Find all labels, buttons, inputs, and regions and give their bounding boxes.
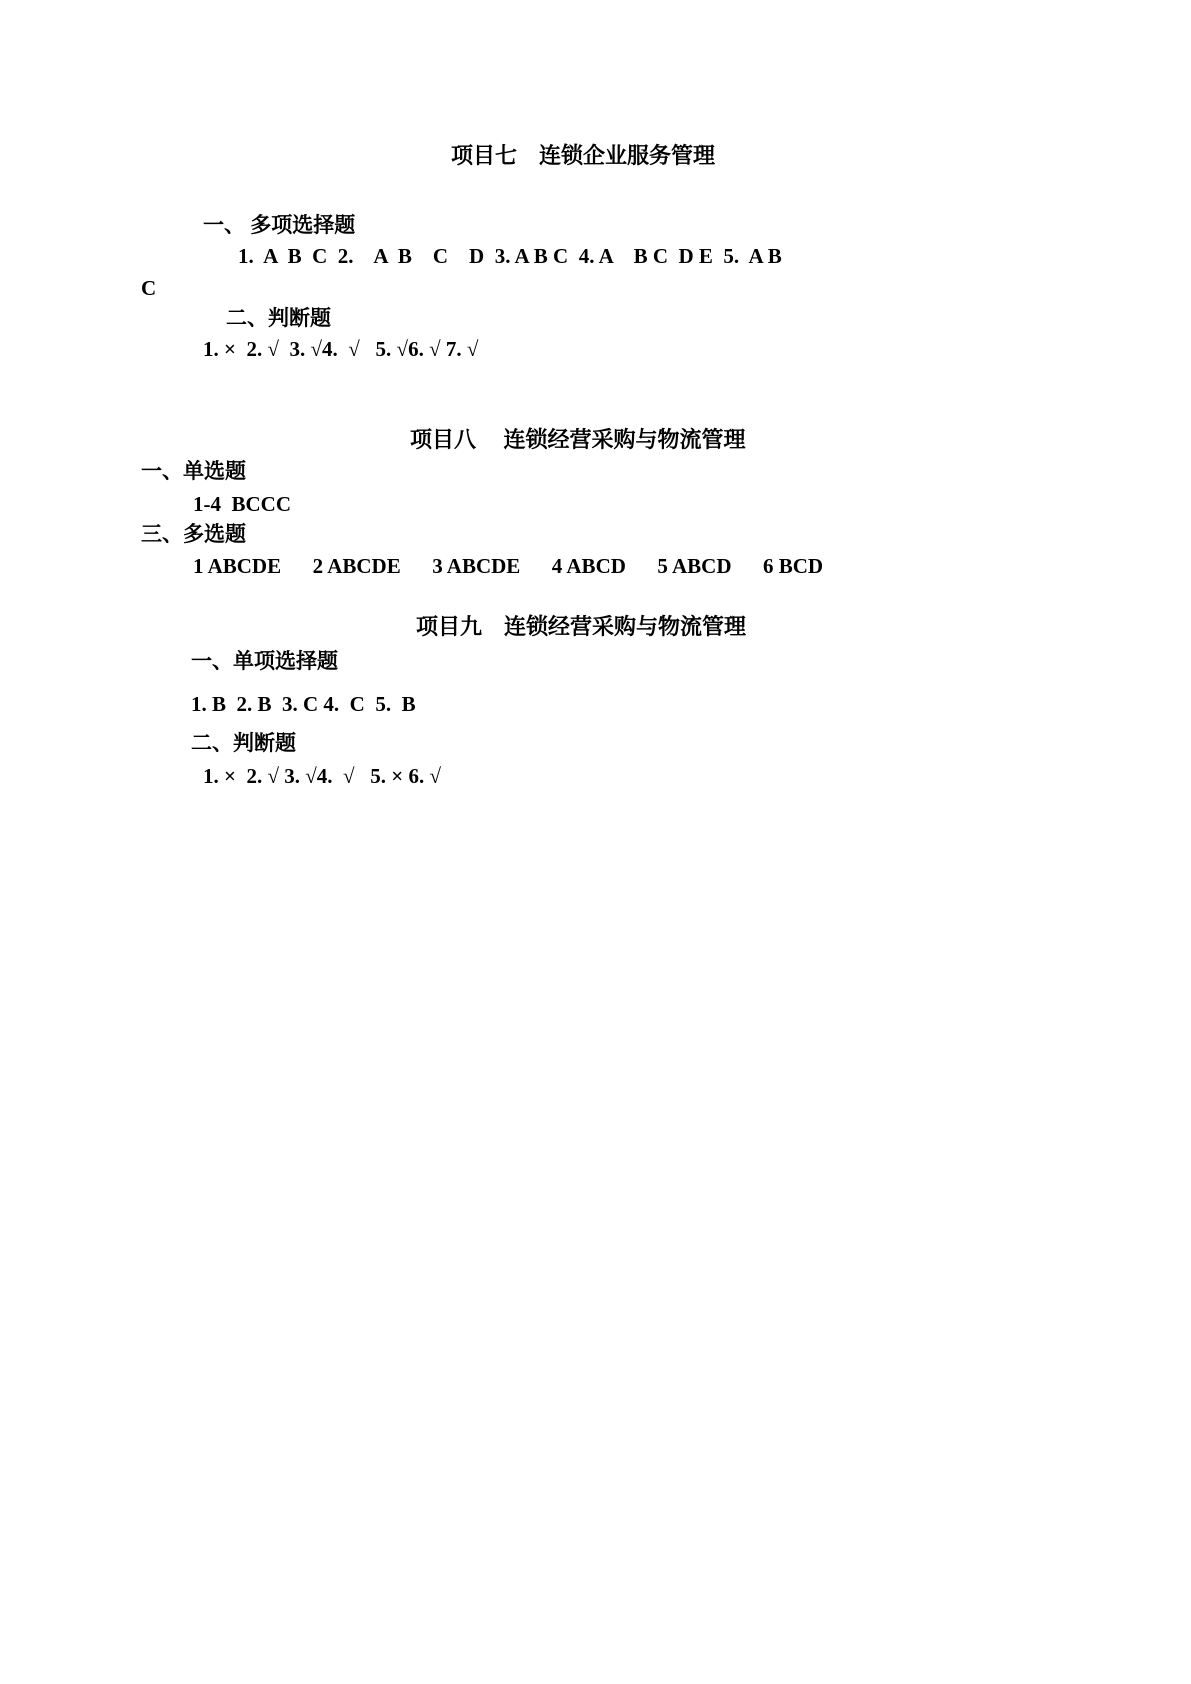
project9-section2-heading: 二、判断题: [191, 731, 296, 755]
project7-title: 项目七 连锁企业服务管理: [451, 143, 716, 168]
project7-section1-heading: 一、 多项选择题: [203, 213, 356, 237]
project8-section3-heading: 三、多选题: [141, 522, 246, 546]
project9-section1-answers: 1. B 2. B 3. C 4. C 5. B: [191, 692, 416, 716]
project7-section2-answers: 1. × 2. √ 3. √4. √ 5. √6. √ 7. √: [203, 337, 479, 361]
project7-section2-heading: 二、判断题: [226, 306, 331, 330]
project9-title: 项目九 连锁经营采购与物流管理: [416, 614, 747, 639]
project7-section1-answers: 1. A B C 2. A B C D 3. A B C 4. A B C D E 5. A B: [238, 244, 782, 268]
project8-section3-answers: 1 ABCDE 2 ABCDE 3 ABCDE 4 ABCD 5 ABCD 6 BCD: [193, 554, 824, 578]
project8-title: 项目八 连锁经营采购与物流管理: [410, 427, 746, 452]
project9-section2-answers: 1. × 2. √ 3. √4. √ 5. × 6. √: [203, 764, 442, 788]
project8-section1-answers: 1-4 BCCC: [193, 492, 291, 516]
project8-section1-heading: 一、单选题: [141, 459, 246, 483]
project9-section1-heading: 一、单项选择题: [191, 649, 338, 673]
project7-section1-answers-wrap: C: [141, 276, 157, 300]
